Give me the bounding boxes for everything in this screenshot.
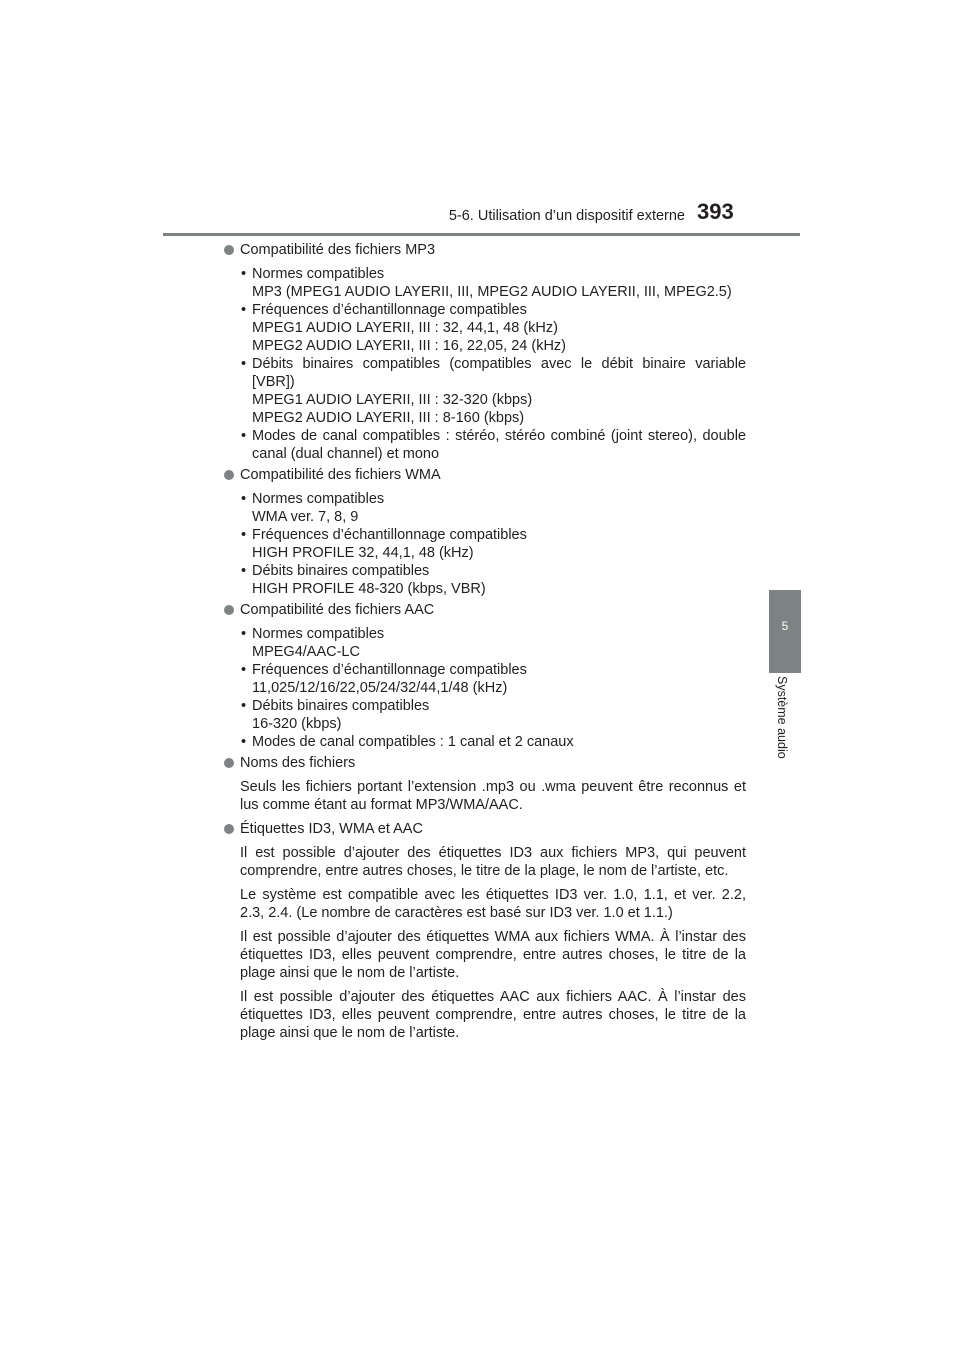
chapter-tab-label: Système audio [775,676,789,759]
chapter-tab-number: 5 [781,619,789,633]
item-label: Modes de canal compatibles : stéréo, stéréo combiné (joint stereo), double canal (dual channel) et mono [252,428,746,462]
item-value: 11,025/12/16/22,05/24/32/44,1/48 (kHz) [252,680,508,696]
list-item [223,526,746,562]
section-title [223,754,746,772]
chapter-tab [769,590,801,673]
bullet-icon [224,824,234,834]
section-wma [223,466,746,598]
section-mp3 [223,241,746,463]
list-item [223,265,746,301]
paragraph: Il est possible d’ajouter des étiquettes WMA aux fichiers WMA. À l’instar des étiquettes ID3, elles peuvent comprendre, entre autres choses, le titre de la plage ainsi que le nom de l’artiste. [240,929,746,981]
bullet-icon [224,605,234,615]
section-tags [223,820,746,1042]
list-item [223,301,746,355]
list-item [223,427,746,463]
item-value: 16-320 (kbps) [252,716,342,732]
paragraph: Le système est compatible avec les étiquettes ID3 ver. 1.0, 1.1, et ver. 2.2, 2.3, 2.4. (Le nombre de caractères est basé sur ID3 ver. 1.0 et 1.1.) [240,887,746,921]
page-number: 393 [697,199,734,224]
header-rule [163,233,800,236]
bullet-dot-icon: • [241,563,247,579]
section-title [223,820,746,838]
item-value: MPEG4/AAC-LC [252,644,360,660]
bullet-icon [224,470,234,480]
bullet-dot-icon: • [241,527,247,543]
list-item [223,733,746,751]
section-title-text: Noms des fichiers [240,755,356,771]
page-content [223,241,746,1048]
sub-list [223,490,746,598]
list-item [223,661,746,697]
section-title-text: Compatibilité des fichiers AAC [240,602,435,618]
item-label: Normes compatibles [252,266,385,282]
item-label: Modes de canal compatibles : 1 canal et 2 canaux [252,734,574,750]
bullet-dot-icon: • [241,266,247,282]
list-item [223,697,746,733]
sub-list [223,625,746,751]
list-item [223,625,746,661]
section-file-names [223,754,746,814]
item-label: Normes compatibles [252,491,385,507]
bullet-dot-icon: • [241,428,247,444]
bullet-dot-icon: • [241,734,247,750]
bullet-icon [224,245,234,255]
paragraph: Il est possible d’ajouter des étiquettes AAC aux fichiers AAC. À l’instar des étiquettes ID3, elles peuvent comprendre, entre autres choses, le titre de la plage ainsi que le nom de l’artiste. [240,989,746,1041]
section-title [223,601,746,619]
bullet-dot-icon: • [241,491,247,507]
paragraph: Seuls les fichiers portant l’extension .mp3 ou .wma peuvent être reconnus et lus comme étant au format MP3/WMA/AAC. [240,779,746,813]
bullet-dot-icon: • [241,302,247,318]
list-item [223,355,746,427]
item-label: Fréquences d’échantillonnage compatibles [252,302,527,318]
item-label: Fréquences d’échantillonnage compatibles [252,662,527,678]
item-label: Débits binaires compatibles [252,563,430,579]
bullet-icon [224,758,234,768]
section-title [223,466,746,484]
section-title-text: Compatibilité des fichiers MP3 [240,242,436,258]
item-value: HIGH PROFILE 32, 44,1, 48 (kHz) [252,545,474,561]
item-label: Débits binaires compatibles [252,698,430,714]
list-item [223,490,746,526]
item-value: WMA ver. 7, 8, 9 [252,509,359,525]
item-label: Débits binaires compatibles (compatibles avec le débit binaire variable [VBR]) [252,356,746,390]
list-item [223,562,746,598]
item-label: Fréquences d’échantillonnage compatibles [252,527,527,543]
chapter-title: 5-6. Utilisation d’un dispositif externe [448,208,685,224]
item-value: MPEG1 AUDIO LAYERII, III : 32-320 (kbps) MPEG2 AUDIO LAYERII, III : 8-160 (kbps) [252,392,533,426]
item-label: Normes compatibles [252,626,385,642]
bullet-dot-icon: • [241,626,247,642]
item-value: MPEG1 AUDIO LAYERII, III : 32, 44,1, 48 (kHz) MPEG2 AUDIO LAYERII, III : 16, 22,05, 24 (kHz) [252,320,567,354]
sub-list [223,265,746,463]
paragraph: Il est possible d’ajouter des étiquettes ID3 aux fichiers MP3, qui peuvent comprendre, entre autres choses, le titre de la plage, le nom de l’artiste, etc. [240,845,746,879]
section-title-text: Étiquettes ID3, WMA et AAC [240,821,423,837]
item-value: HIGH PROFILE 48-320 (kbps, VBR) [252,581,486,597]
bullet-dot-icon: • [241,662,247,678]
bullet-dot-icon: • [241,698,247,714]
section-title [223,241,746,259]
bullet-dot-icon: • [241,356,247,372]
page-header [0,0,960,240]
section-aac [223,601,746,751]
section-title-text: Compatibilité des fichiers WMA [240,467,441,483]
item-value: MP3 (MPEG1 AUDIO LAYERII, III, MPEG2 AUDIO LAYERII, III, MPEG2.5) [252,284,732,300]
